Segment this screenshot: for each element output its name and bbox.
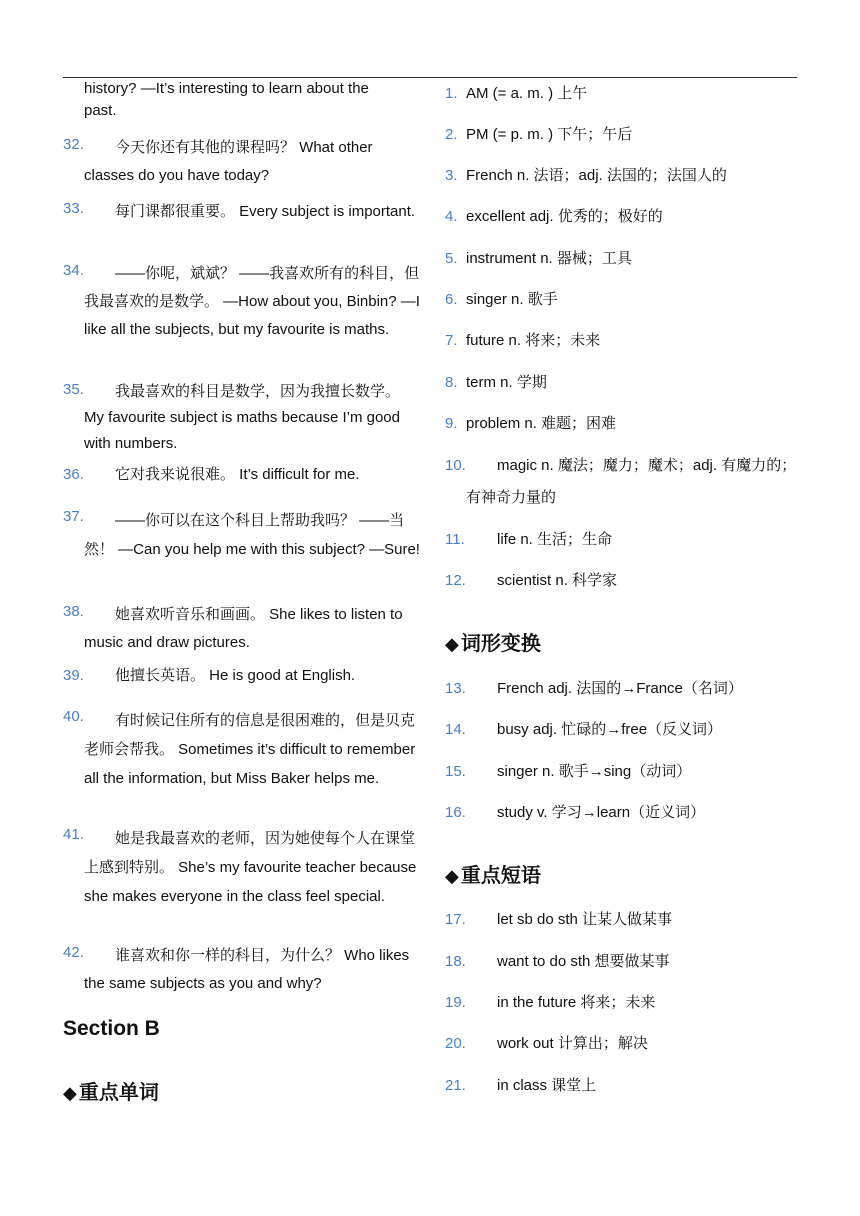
item-text: instrument n. 器械；工具 xyxy=(466,250,632,267)
item-text: busy adj. 忙碌的→free（反义词） xyxy=(497,721,723,738)
heading-word-forms xyxy=(445,627,541,656)
item-number: 35. xyxy=(63,381,84,398)
item-text: in class 课堂上 xyxy=(497,1077,597,1094)
diamond-icon: ◆ xyxy=(445,634,459,654)
item-number: 7. xyxy=(445,332,458,349)
item-number: 36. xyxy=(63,466,84,483)
item-number: 2. xyxy=(445,126,458,143)
item-number: 42. xyxy=(63,944,84,961)
item-number: 41. xyxy=(63,826,84,843)
item-text: problem n. 难题；困难 xyxy=(466,415,617,432)
item-number: 20. xyxy=(445,1035,466,1052)
item-text: life n. 生活；生命 xyxy=(497,531,613,548)
item-number: 17. xyxy=(445,911,466,928)
diamond-icon: ◆ xyxy=(445,866,459,886)
item-text: let sb do sth 让某人做某事 xyxy=(497,911,673,928)
item-text: future n. 将来；未来 xyxy=(466,332,601,349)
item-text: term n. 学期 xyxy=(466,374,547,391)
item-number: 4. xyxy=(445,208,458,225)
item-number: 13. xyxy=(445,680,466,697)
item-number: 18. xyxy=(445,953,466,970)
item-text: 她是我最喜欢的老师，因为她使每个人在课堂上感到特别。 She’s my favourite teacher because she makes everyone in the class feel special. xyxy=(84,830,417,905)
item-number: 9. xyxy=(445,415,458,432)
item-text: ——你呢，斌斌？ ——我喜欢所有的科目，但我最喜欢的是数学。 —How about you, Binbin? —I like all the subjects, but my favourite is maths. xyxy=(84,265,420,338)
continued-text: history? —It’s interesting to learn about the past. xyxy=(84,80,369,119)
diamond-icon: ◆ xyxy=(63,1083,77,1103)
item-text: AM (= a. m. ) 上午 xyxy=(466,85,588,102)
item-number: 3. xyxy=(445,167,458,184)
item-text: study v. 学习→learn（近义词） xyxy=(497,804,706,821)
heading-phrases xyxy=(445,859,541,888)
item-number: 11. xyxy=(445,531,465,548)
item-text: magic n. 魔法；魔力；魔术；adj. 有魔力的；有神奇力量的 xyxy=(466,457,797,506)
item-text: scientist n. 科学家 xyxy=(497,572,618,589)
section-title: Section B xyxy=(63,1017,160,1040)
heading-text: 词形变换 xyxy=(460,633,541,655)
item-text: 有时候记住所有的信息是很困难的，但是贝克老师会帮我。 Sometimes it’s difficult to remember all the information, but Miss Baker helps me. xyxy=(84,712,416,787)
heading-text: 重点短语 xyxy=(460,865,541,887)
item-text: PM (= p. m. ) 下午；午后 xyxy=(466,126,633,143)
item-text: French adj. 法国的→France（名词） xyxy=(497,680,743,697)
item-text: 它对我来说很难。 It’s difficult for me. xyxy=(115,466,360,483)
item-number: 33. xyxy=(63,200,84,217)
item-number: 15. xyxy=(445,763,466,780)
item-text: excellent adj. 优秀的；极好的 xyxy=(466,208,663,225)
item-number: 40. xyxy=(63,708,84,725)
item-number: 32. xyxy=(63,136,84,153)
item-number: 38. xyxy=(63,603,84,620)
item-number: 6. xyxy=(445,291,458,308)
heading-text: 重点单词 xyxy=(78,1082,159,1104)
item-text: ——你可以在这个科目上帮助我吗？ ——当然！ —Can you help me with this subject? —Sure! xyxy=(84,512,420,558)
heading-key-words xyxy=(63,1076,159,1105)
item-number: 10. xyxy=(445,457,466,474)
item-number: 8. xyxy=(445,374,458,391)
item-text: work out 计算出；解决 xyxy=(497,1035,648,1052)
item-number: 1. xyxy=(445,85,458,102)
item-number: 21. xyxy=(445,1077,466,1094)
item-number: 39. xyxy=(63,667,84,684)
item-number: 37. xyxy=(63,508,84,525)
item-number: 19. xyxy=(445,994,466,1011)
item-text: French n. 法语；adj. 法国的；法国人的 xyxy=(466,167,727,184)
item-number: 34. xyxy=(63,262,84,279)
item-text: in the future 将来；未来 xyxy=(497,994,656,1011)
item-text: 今天你还有其他的课程吗？ What other classes do you have today? xyxy=(84,139,373,184)
item-text: singer n. 歌手 xyxy=(466,291,558,308)
item-text: 谁喜欢和你一样的科目，为什么？ Who likes the same subjects as you and why? xyxy=(84,947,410,992)
item-number: 16. xyxy=(445,804,466,821)
item-number: 5. xyxy=(445,250,458,267)
item-text: 他擅长英语。 He is good at English. xyxy=(115,667,356,684)
item-number: 14. xyxy=(445,721,466,738)
item-text: 她喜欢听音乐和画画。 She likes to listen to music and draw pictures. xyxy=(84,606,403,651)
item-text: 每门课都很重要。 Every subject is important. xyxy=(115,203,416,220)
item-text: want to do sth 想要做某事 xyxy=(497,953,670,970)
item-text: 我最喜欢的科目是数学，因为我擅长数学。 My favourite subject is maths because I’m good with numbers. xyxy=(84,383,401,452)
item-text: singer n. 歌手→sing（动词） xyxy=(497,763,692,780)
item-number: 12. xyxy=(445,572,466,589)
